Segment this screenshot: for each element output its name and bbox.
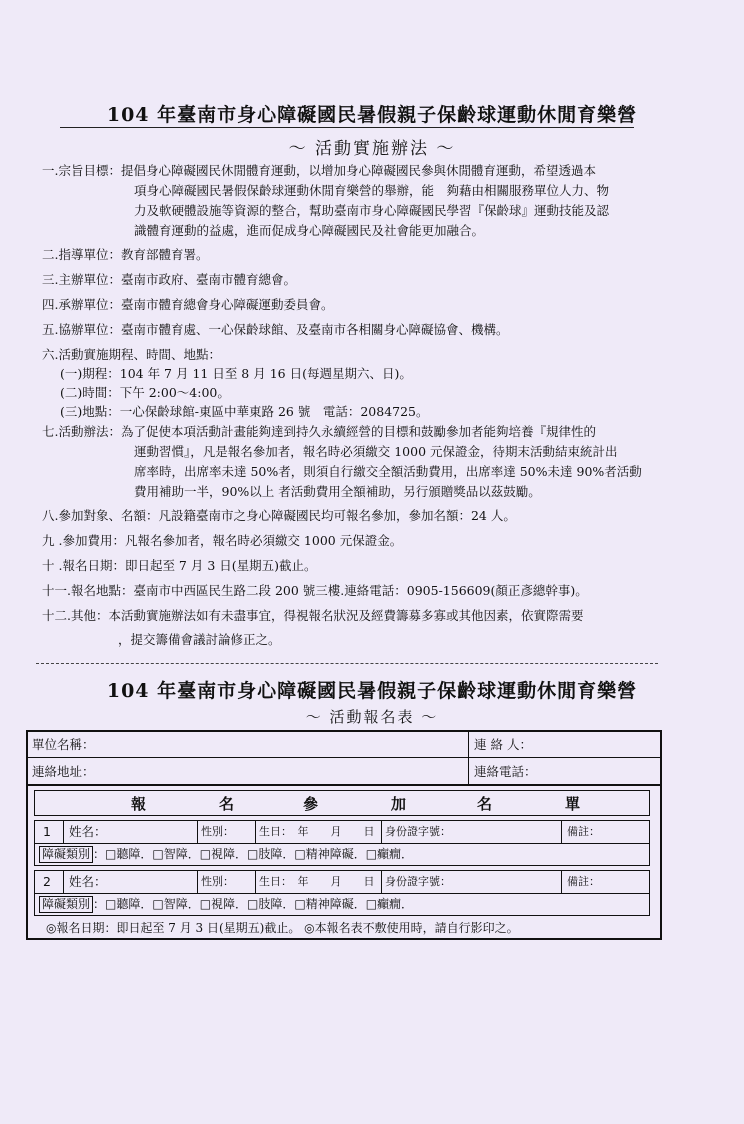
remarks-label: 備註： (567, 825, 600, 838)
form-title: 104 年臺南市身心障礙國民暑假親子保齡球運動休閒育樂營 (106, 680, 638, 702)
disability-category (39, 894, 413, 915)
footer-note: ◎報名日期：即日起至 7 月 3 日(星期五)截止。 ◎本報名表不敷使用時，請自行影印之。 (46, 921, 519, 935)
disability-category (39, 844, 413, 865)
divider (468, 732, 469, 757)
text-line: 識體育運動的益處，進而促成身心障礙國民及社會能更加融合。 (134, 223, 485, 238)
text-line: 席率時，出席率未達 50%者，則須自行繳交全額活動費用，出席率達 50%未達 90%者活動 (134, 464, 642, 479)
birthday-label: 生日： 年 月 日 (259, 825, 375, 838)
divider (63, 821, 64, 843)
title-underline (60, 127, 634, 128)
divider (561, 871, 562, 893)
text-line: 四.承辦單位：臺南市體育總會身心障礙運動委員會。 (42, 297, 334, 312)
name-label: 姓名： (69, 824, 107, 839)
text-line: (二)時間：下午 2:00～4:00。 (60, 385, 230, 400)
text-line: 五.協辦單位：臺南市體育處、一心保齡球館、及臺南市各相關身心障礙協會、機構。 (42, 322, 509, 337)
remarks-label: 備註： (567, 875, 600, 888)
text-line: 費用補助一半，90%以上 者活動費用全額補助，另行頒贈獎品以茲鼓勵。 (134, 484, 541, 499)
divider (197, 871, 198, 893)
unit-name-label: 單位名稱： (32, 737, 95, 752)
list-header (34, 790, 650, 816)
doc-title: 104 年臺南市身心障礙國民暑假親子保齡球運動休閒育樂營 (106, 104, 638, 126)
disability-options: ：□聽障．□智障．□視障．□肢障．□精神障礙．□癲癇． (93, 897, 414, 911)
text-line: 力及軟硬體設施等資源的整合，幫助臺南市身心障礙國民學習『保齡球』運動技能及認 (134, 203, 610, 218)
form-row-unit (28, 732, 660, 758)
cut-line (36, 663, 658, 664)
disability-row-2 (34, 894, 650, 916)
entry-number: 2 (43, 874, 51, 889)
header-char: 名 (219, 795, 235, 813)
text-line: 十二.其他：本活動實施辦法如有未盡事宜，得視報名狀況及經費籌募多寡或其他因素，依實際需要 (42, 608, 584, 623)
text-line: 十 .報名日期：即日起至 7 月 3 日(星期五)截止。 (42, 558, 317, 573)
divider (197, 821, 198, 843)
id-number-label: 身份證字號： (385, 825, 451, 838)
divider (63, 871, 64, 893)
id-number-label: 身份證字號： (385, 875, 451, 888)
divider (255, 871, 256, 893)
text-line: 三.主辦單位：臺南市政府、臺南市體育總會。 (42, 272, 296, 287)
text-line: (三)地點：一心保齡球館-東區中華東路 26 號 電話：2084725。 (60, 404, 429, 419)
text-line: 七.活動辦法：為了促使本項活動計畫能夠達到持久永續經營的目標和鼓勵參加者能夠培養『規律性的 (42, 424, 596, 439)
text-line: (一)期程：104 年 7 月 11 日至 8 月 16 日(每週星期六、日)。 (60, 366, 412, 381)
header-char: 單 (565, 795, 581, 813)
phone-label: 連絡電話： (474, 764, 537, 779)
disability-row-1 (34, 844, 650, 866)
gender-label: 性別： (201, 875, 234, 888)
divider (468, 758, 469, 784)
divider (381, 821, 382, 843)
text-line: 六.活動實施期程、時間、地點： (42, 347, 221, 362)
text-line: 九 .參加費用：凡報名參加者，報名時必須繳交 1000 元保證金。 (42, 533, 403, 548)
text-line: 十一.報名地點：臺南市中西區民生路二段 200 號三樓.連絡電話：0905-156609(顏正彥總幹事)。 (42, 583, 588, 598)
header-char: 名 (477, 795, 493, 813)
divider (255, 821, 256, 843)
header-char: 報 (131, 795, 147, 813)
contact-person-label: 連 絡 人： (474, 737, 532, 752)
entry-row-1 (34, 820, 650, 844)
text-line: 二.指導單位：教育部體育署。 (42, 247, 209, 262)
disability-options: ：□聽障．□智障．□視障．□肢障．□精神障礙．□癲癇． (93, 847, 414, 861)
header-char: 參 (303, 795, 319, 813)
birthday-label: 生日： 年 月 日 (259, 875, 375, 888)
disability-label: 障礙類別 (39, 846, 93, 863)
text-line: 一.宗旨目標：提倡身心障礙國民休閒體育運動，以增加身心障礙國民參與休閒體育運動，希望透過本 (42, 163, 596, 178)
text-line: 八.參加對象、名額：凡設籍臺南市之身心障礙國民均可報名參加，參加名額：24 人。 (42, 508, 516, 523)
doc-subtitle: ～ 活動實施辦法 ～ (288, 139, 456, 159)
header-char: 加 (391, 795, 407, 813)
divider (381, 871, 382, 893)
form-subtitle: ～ 活動報名表 ～ (305, 708, 439, 726)
gender-label: 性別： (201, 825, 234, 838)
registration-form (26, 730, 662, 940)
text-line: 運動習慣』，凡是報名參加者，報名時必須繳交 1000 元保證金，待期末活動結束統計出 (134, 444, 618, 459)
text-line: 項身心障礙國民暑假保齡球運動休閒育樂營的舉辦，能 夠藉由相關服務單位人力、物 (134, 183, 610, 198)
address-label: 連絡地址： (32, 764, 95, 779)
form-row-address (28, 758, 660, 786)
disability-label: 障礙類別 (39, 896, 93, 913)
entry-number: 1 (43, 824, 51, 839)
name-label: 姓名： (69, 874, 107, 889)
text-line: ，提交籌備會議討論修正之。 (118, 632, 281, 647)
divider (561, 821, 562, 843)
entry-row-2 (34, 870, 650, 894)
